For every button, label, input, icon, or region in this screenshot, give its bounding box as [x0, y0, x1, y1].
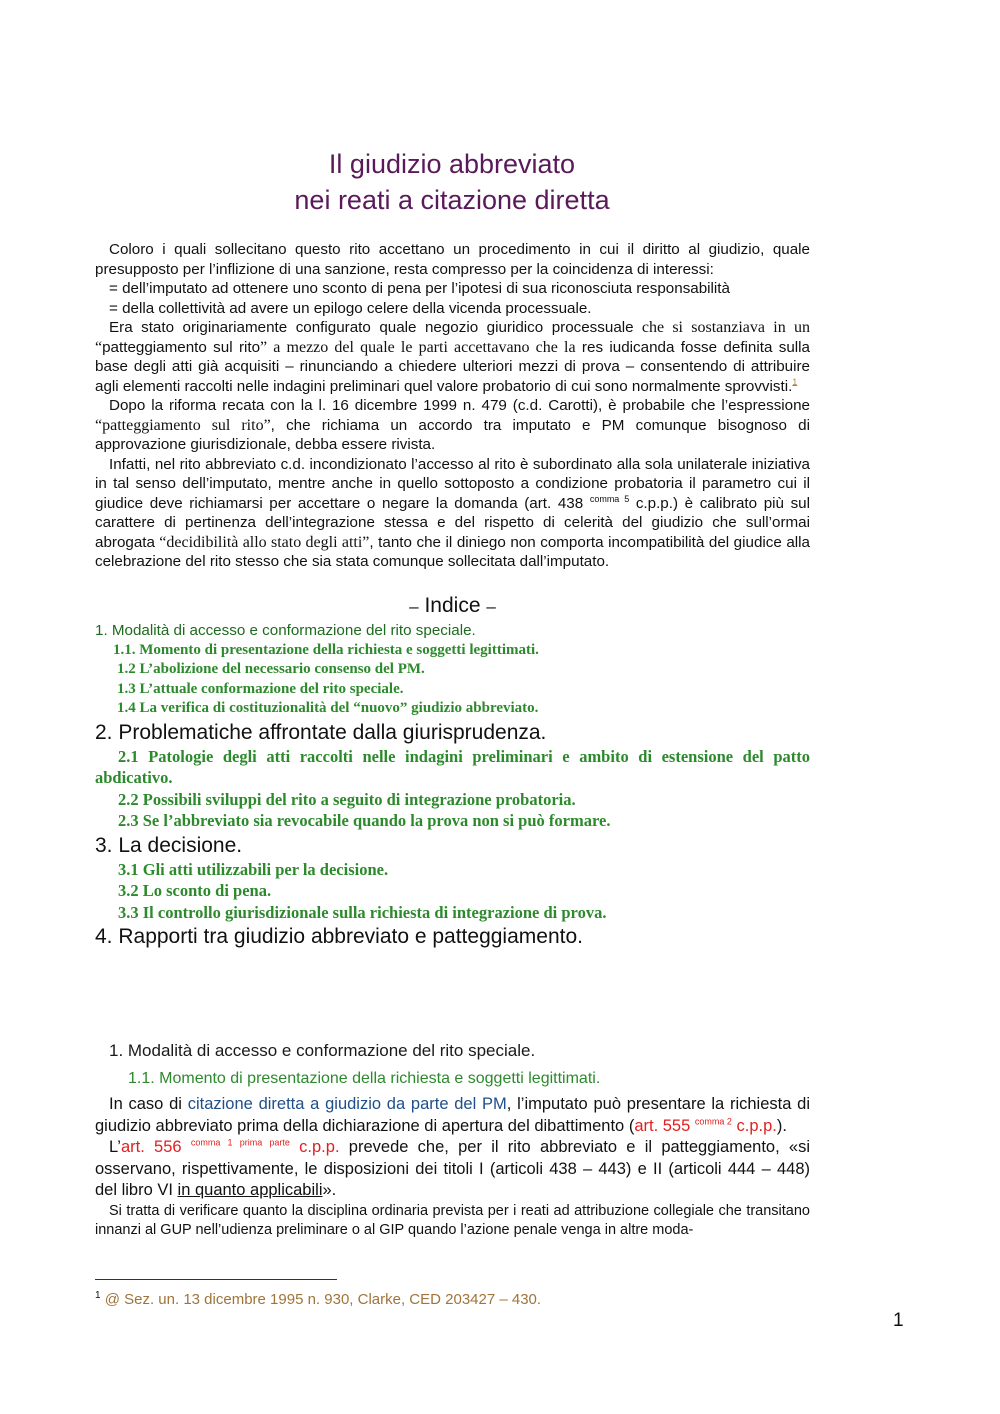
toc-item[interactable]: 1.4 La verifica di costituzionalità del “nuovo” giudizio abbreviato.	[117, 700, 539, 716]
document-title	[0, 146, 1000, 218]
intro-paragraph-5	[95, 396, 810, 455]
p4-text-a: Era stato originariamente configurato quale negozio giuridico processuale	[109, 319, 634, 336]
toc-item[interactable]: 2.3 Se l’abbreviato sia revocabile quando la prova non si può formare.	[118, 811, 611, 830]
intro-paragraph-2: = dell’imputato ad ottenere uno sconto di pena per l’ipotesi di sua riconosciuta responsabilità	[109, 280, 730, 297]
section-body	[95, 1094, 810, 1241]
s2-text-a: L’	[109, 1138, 121, 1156]
section-heading-1-1: 1.1. Momento di presentazione della richiesta e soggetti legittimati.	[128, 1070, 601, 1087]
footnote-divider	[95, 1279, 337, 1280]
title-line-2: nei reati a citazione diretta	[294, 185, 610, 215]
p6-text-a: Infatti, nel rito abbreviato c.d. incondizionato l’accesso al rito è subordinato alla sola unilaterale iniziativa in tal senso dell’imputato, mentre anche in quello sottoposto a condizione probatoria il parametro cui il giudice deve richiamarsi per accettare o negare la domanda (art. 438	[95, 455, 810, 512]
p6-text-d: , tanto che il diniego non comporta incompatibilità del giudice alla celebrazione del rito stesso che sia stata comunque sollecitata dall’imputato.	[95, 533, 810, 570]
cpp-link[interactable]: c.p.p.	[736, 1116, 777, 1135]
p5-text-b: “patteggiamento sul rito”	[95, 416, 271, 434]
s2-sup: comma 1 prima parte	[190, 1137, 290, 1148]
s1-sup: comma 2	[694, 1116, 732, 1126]
s2-underlined: in quanto applicabili	[177, 1181, 323, 1199]
index-dash-right: –	[486, 597, 496, 616]
s2-text-f: ».	[322, 1181, 337, 1199]
p6-text-c: “decidibilità allo stato degli atti”	[154, 533, 370, 551]
index-heading	[95, 592, 810, 621]
intro-paragraph-1: Coloro i quali sollecitano questo rito accettano un procedimento in cui il diritto al giudizio, quale presupposto per l’inflizione di una sanzione, resta compresso per la coincidenza di interessi:	[95, 241, 810, 278]
footnote	[95, 1290, 541, 1310]
section-heading-1: 1. Modalità di accesso e conformazione del rito speciale.	[109, 1041, 536, 1060]
section-paragraph-1	[95, 1094, 810, 1137]
s1-text-a: In caso di	[109, 1095, 188, 1113]
citazione-diretta-link[interactable]: citazione diretta a giudizio da parte del PM	[187, 1095, 507, 1113]
toc-item[interactable]: 2.1 Patologie degli atti raccolti nelle indagini preliminari e ambito di estensione del patto abdicativo.	[95, 746, 810, 787]
table-of-contents	[95, 592, 810, 950]
s1-text-c: , l’imputato può presentare la richiesta di giudizio abbreviato prima della dichiarazione di apertura del dibattimento (	[95, 1095, 810, 1135]
toc-item[interactable]: 4. Rapporti tra giudizio abbreviato e patteggiamento.	[95, 925, 583, 948]
page-number: 1	[893, 1310, 904, 1331]
intro-paragraph-4	[95, 318, 810, 396]
footnote-text: @ Sez. un. 13 dicembre 1995 n. 930, Clarke, CED 203427 – 430.	[104, 1291, 542, 1308]
art-556-link[interactable]: art. 556	[120, 1138, 182, 1156]
p5-text-c: , che richiama un accordo tra imputato e PM comunque bisognoso di approvazione giurisdizionale, debba essere rivista.	[95, 416, 810, 453]
toc-item[interactable]: 1.2 L’abolizione del necessario consenso del PM.	[117, 661, 425, 677]
toc-item[interactable]: 1.1. Momento di presentazione della richiesta e soggetti legittimati.	[113, 641, 539, 658]
p4-text-b: che si sostanziava in un “	[95, 319, 810, 356]
cpp-link[interactable]: c.p.p.	[299, 1138, 340, 1156]
title-line-1: Il giudizio abbreviato	[328, 149, 576, 179]
p6-sup: comma 5	[589, 493, 630, 504]
intro-paragraph-3: = della collettività ad avere un epilogo celere della vicenda processuale.	[109, 299, 592, 317]
index-heading-text: Indice	[424, 594, 481, 617]
footnote-ref-1[interactable]: 1	[792, 376, 798, 387]
toc-item[interactable]: 3.3 Il controllo giurisdizionale sulla richiesta di integrazione di prova.	[118, 902, 607, 922]
toc-item[interactable]: 1. Modalità di accesso e conformazione del rito speciale.	[95, 622, 476, 639]
toc-item[interactable]: 2. Problematiche affrontate dalla giurisprudenza.	[95, 720, 547, 744]
p6-text-b: c.p.p.) è calibrato più sul carattere di pertinenza dell’integrazione stessa e del rispetto di celerità del giudizio che sull’ormai abrogata	[95, 494, 810, 551]
toc-item[interactable]: 3. La decisione.	[95, 833, 243, 857]
section-paragraph-3: Si tratta di verificare quanto la disciplina ordinaria prevista per i reati ad attribuzione collegiale che transitano innanzi al GUP nell’udienza preliminare o al GIP quando l’azione penale venga in altre moda-	[95, 1202, 810, 1238]
toc-item[interactable]: 3.1 Gli atti utilizzabili per la decisione.	[118, 859, 389, 879]
p4-text-e: res iudicanda fosse definita sulla base degli atti già acquisiti – rinunciando a chiedere ulteriori mezzi di prova – consentendo di attribuire agli elementi raccolti nelle indagini preliminari quel valore probatorio di cui sono normalmente sprovvisti.	[95, 338, 811, 395]
s1-text-f: ).	[776, 1116, 787, 1135]
footnote-number: 1	[95, 1290, 101, 1301]
toc-item[interactable]: 2.2 Possibili sviluppi del rito a seguito di integrazione probatoria.	[118, 789, 576, 809]
s2-text-d: prevede che, per il rito abbreviato e il patteggiamento, «si osservano, rispettivamente, le disposizioni dei titoli I (articoli 438 – 443) e II (articoli 444 – 448) del libro VI	[95, 1138, 811, 1199]
section-paragraph-2	[95, 1137, 810, 1202]
p5-text-a: Dopo la riforma recata con la l. 16 dicembre 1999 n. 479 (c.d. Carotti), è probabile che l’espressione	[109, 397, 810, 414]
p4-text-c: patteggiamento sul rito	[102, 338, 261, 356]
toc-item[interactable]: 1.3 L’attuale conformazione del rito speciale.	[117, 680, 404, 697]
index-dash-left: –	[409, 597, 419, 616]
intro-paragraph-6	[95, 455, 810, 572]
art-555-link[interactable]: art. 555	[634, 1116, 691, 1135]
p4-text-d: ” a mezzo del quale le parti accettavano che la	[260, 338, 576, 356]
intro-body	[95, 240, 810, 572]
toc-item[interactable]: 3.2 Lo sconto di pena.	[118, 881, 272, 900]
